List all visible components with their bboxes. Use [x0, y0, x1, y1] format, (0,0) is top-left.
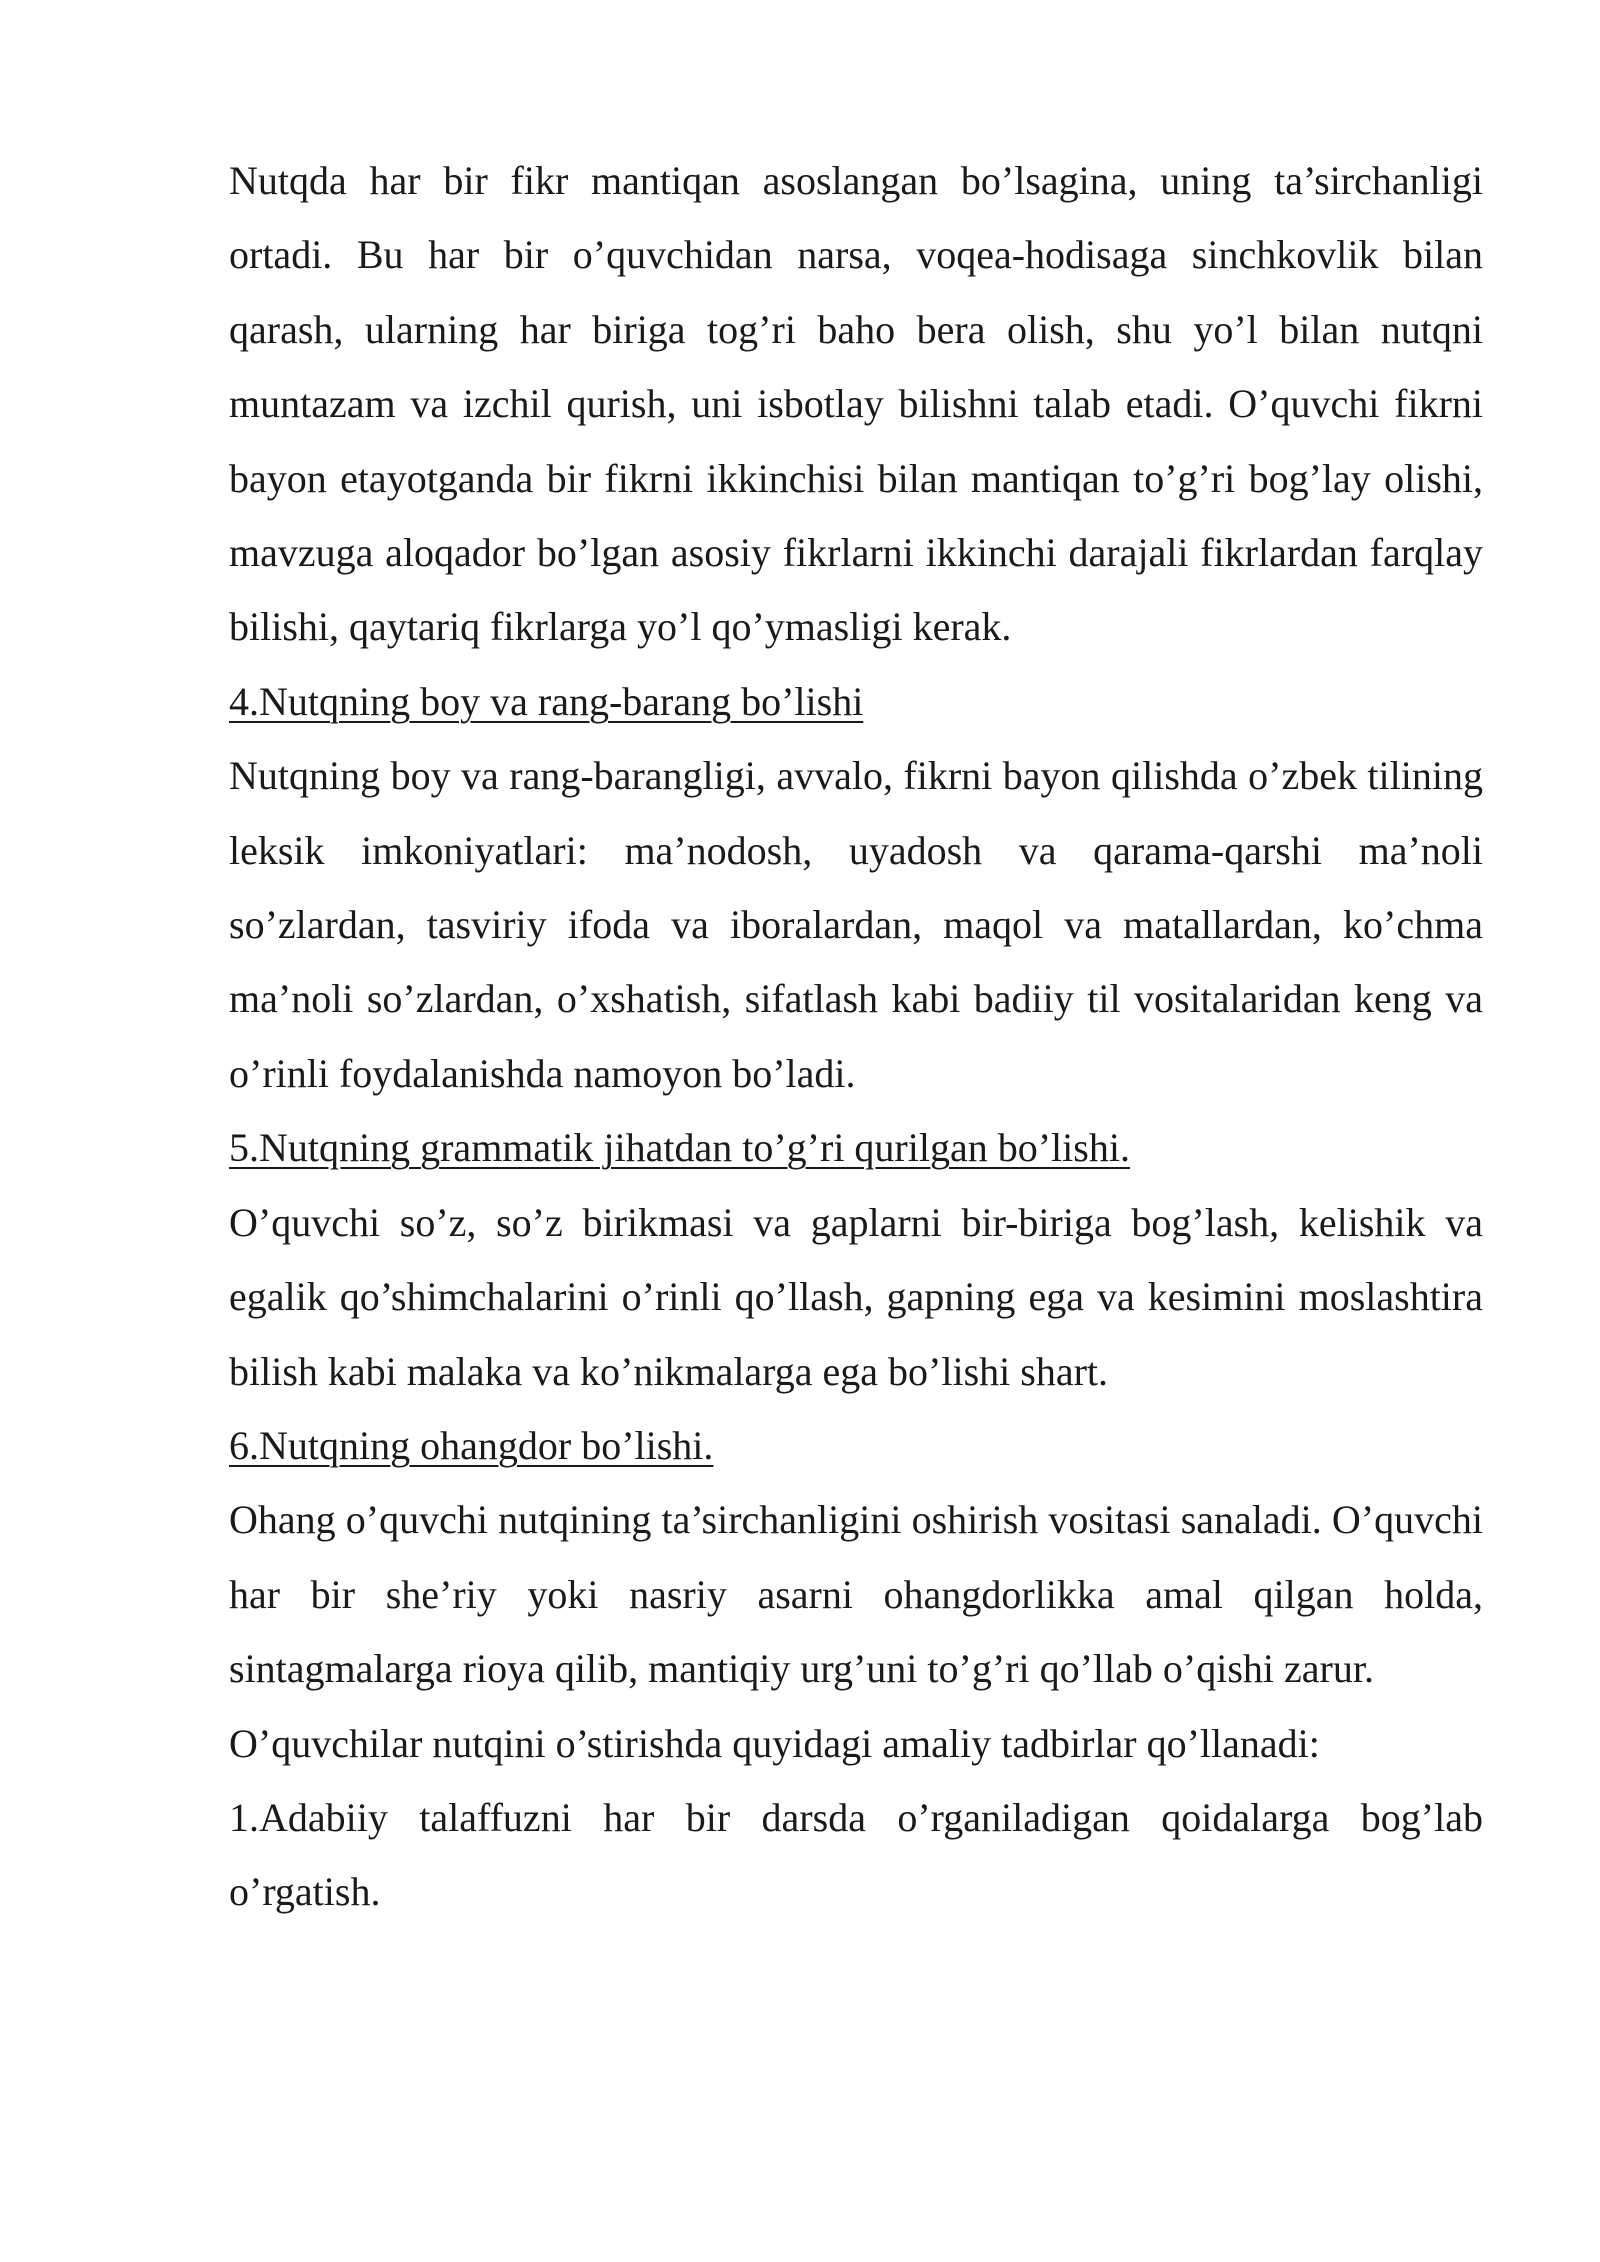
document-page [229, 144, 1483, 1930]
paragraph-rich-speech: Nutqning boy va rang-barangligi, avvalo, fikrni bayon qilishda o’zbek tilining leksik imkoniyatlari: ma’nodosh, uyadosh va qarama-qarshi ma’noli so’zlardan, tasviriy ifoda va iboralardan, maqol va matallardan, ko’chma ma’noli so’zlardan, o’xshatish, sifatlash kabi badiiy til vositalaridan keng va o’rinli foydalanishda namoyon bo’ladi. [229, 753, 1483, 1096]
list-item-1: 1.Adabiiy talaffuzni har bir darsda o’rganiladigan qoidalarga bog’lab o’rgatish. [229, 1794, 1483, 1915]
paragraph-grammar: O’quvchi so’z, so’z birikmasi va gaplarni bir-biriga bog’lash, kelishik va egalik qo’shimchalarini o’rinli qo’llash, gapning ega va kesimini moslashtira bilish kabi malaka va ko’nikmalarga ega bo’lishi shart. [229, 1199, 1483, 1394]
heading-section-6: 6.Nutqning ohangdor bo’lishi. [229, 1422, 714, 1468]
paragraph-measures-intro: O’quvchilar nutqini o’stirishda quyidagi amaliy tadbirlar qo’llanadi: [229, 1720, 1320, 1766]
paragraph-logic: Nutqda har bir fikr mantiqan asoslangan bo’lsagina, uning ta’sirchanligi ortadi. Bu har bir o’quvchidan narsa, voqea-hodisaga sinchkovlik bilan qarash, ularning har biriga tog’ri baho bera olish, shu yo’l bilan nutqni muntazam va izchil qurish, uni isbotlay bilishni talab etadi. O’quvchi fikrni bayon etayotganda bir fikrni ikkinchisi bilan mantiqan to’g’ri bog’lay olishi, mavzuga aloqador bo’lgan asosiy fikrlarni ikkinchi darajali fikrlardan farqlay bilishi, qaytariq fikrlarga yo’l qo’ymasligi kerak. [229, 158, 1483, 650]
paragraph-intonation: Ohang o’quvchi nutqining ta’sirchanligini oshirish vositasi sanaladi. O’quvchi har bir she’riy yoki nasriy asarni ohangdorlikka amal qilgan holda, sintagmalarga rioya qilib, mantiqiy urg’uni to’g’ri qo’llab o’qishi zarur. [229, 1497, 1483, 1692]
heading-section-5: 5.Nutqning grammatik jihatdan to’g’ri qurilgan bo’lishi. [229, 1125, 1130, 1171]
heading-section-4: 4.Nutqning boy va rang-barang bo’lishi [229, 678, 864, 724]
